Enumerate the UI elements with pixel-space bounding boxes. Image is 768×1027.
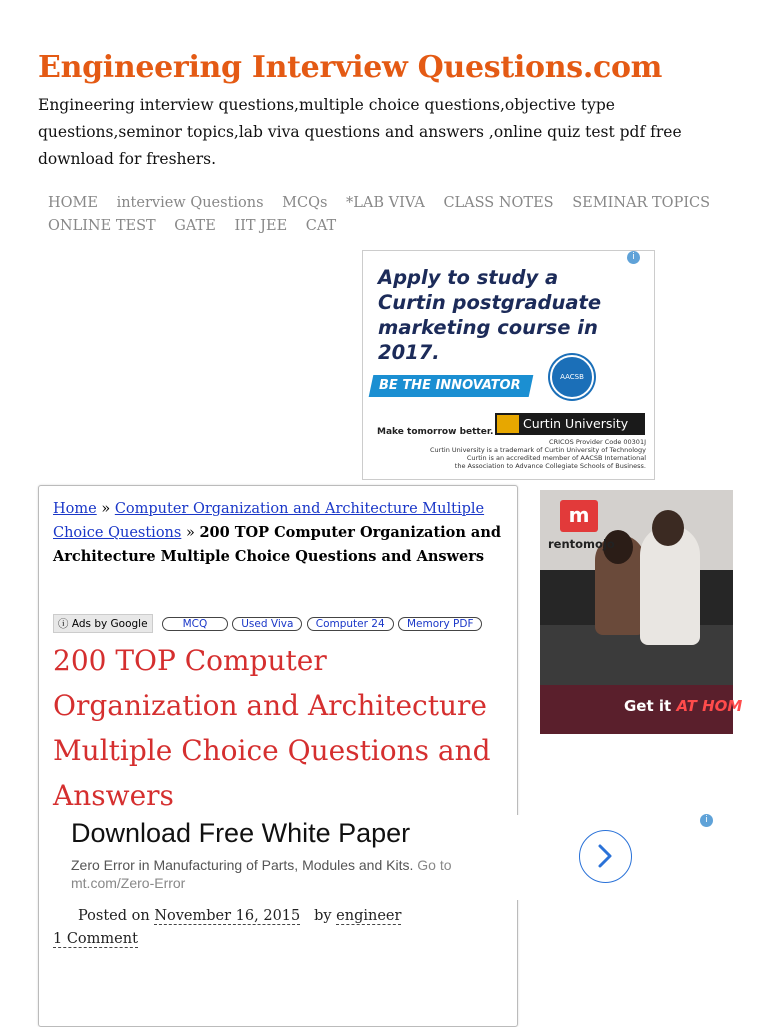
ad-info-icon[interactable]: i [627, 251, 640, 264]
ad-fine-print-line: Curtin is an accredited member of AACSB International [466, 454, 646, 462]
breadcrumb [53, 498, 503, 569]
comments-link[interactable]: 1 Comment [53, 931, 138, 947]
nav-item-mcqs[interactable]: MCQs [282, 195, 328, 211]
ad-cta[interactable] [624, 697, 742, 715]
nav-item-gate[interactable]: GATE [174, 218, 216, 234]
ad-cta-text: Get it [624, 697, 672, 715]
ad-headline: Apply to study a Curtin postgraduate marketing course in 2017. [378, 266, 602, 364]
ad-fine-print-line: CRICOS Provider Code 00301J [549, 438, 646, 446]
chevron-right-icon-svg [580, 831, 630, 881]
whitepaper-ad-cta[interactable]: Go to mt.com/Zero-Error [71, 857, 452, 891]
ad-link-computer-24[interactable]: Computer 24 [307, 617, 394, 631]
ad-fine-print [386, 438, 646, 470]
ads-by-google-text: Ads by Google [71, 618, 148, 630]
curtin-ad[interactable] [362, 250, 655, 480]
ad-links-bar [53, 614, 513, 633]
main-nav [48, 192, 728, 238]
by-label: by [314, 908, 332, 924]
ad-badge [369, 375, 534, 397]
aacsb-seal-icon: AACSB [550, 355, 594, 399]
rentomojo-logo-icon: m [560, 500, 598, 532]
ad-info-icon[interactable]: i [700, 814, 713, 827]
nav-item-seminar-topics[interactable]: SEMINAR TOPICS [572, 195, 711, 211]
curtin-logo: Curtin University [495, 413, 645, 435]
nav-item-class-notes[interactable]: CLASS NOTES [443, 195, 554, 211]
post-meta [53, 905, 453, 951]
ad-cta-emphasis: AT HOM [676, 697, 743, 715]
ad-link-memory-pdf[interactable]: Memory PDF [398, 617, 483, 631]
nav-item-cat[interactable]: CAT [305, 218, 337, 234]
rentomojo-ad[interactable] [540, 490, 743, 734]
site-title[interactable]: Engineering Interview Questions.com [38, 50, 663, 85]
post-date[interactable]: November 16, 2015 [154, 908, 301, 924]
site-description: Engineering interview questions,multiple choice questions,objective type questions,seminor topics,lab viva questions and answers ,online quiz test pdf free download for freshers. [38, 96, 682, 168]
nav-item-lab-viva[interactable]: *LAB VIVA [346, 195, 425, 211]
nav-item-iit-jee[interactable]: IIT JEE [234, 218, 288, 234]
breadcrumb-separator: » [96, 501, 115, 517]
breadcrumb-current: 200 TOP Computer Organization and Architecture Multiple Choice Questions and Answers [53, 524, 501, 565]
nav-item-interview-questions[interactable]: interview Questions [116, 195, 264, 211]
ad-badge-label: BE THE INNOVATOR [379, 378, 521, 393]
ad-link-mcq[interactable]: MCQ [162, 617, 228, 631]
posted-on-label: Posted on [78, 908, 150, 924]
breadcrumb-parent-link[interactable]: Computer Organization and Architecture Multiple Choice Questions [53, 501, 485, 541]
whitepaper-ad-text: Zero Error in Manufacturing of Parts, Modules and Kits. [71, 857, 414, 873]
whitepaper-ad-title[interactable]: Download Free White Paper [71, 818, 411, 848]
breadcrumb-separator: » [181, 525, 200, 541]
chevron-right-icon[interactable] [579, 830, 632, 883]
ad-fine-print-line: the Association to Advance Collegiate Schools of Business. [454, 462, 646, 470]
nav-item-online-test[interactable]: ONLINE TEST [48, 218, 156, 234]
ad-fine-print-line: Curtin University is a trademark of Curtin University of Technology [430, 446, 646, 454]
post-author[interactable]: engineer [336, 908, 402, 924]
ad-link-used-viva[interactable]: Used Viva [232, 617, 302, 631]
head-shape [652, 510, 684, 546]
ad-tagline: Make tomorrow better. [377, 427, 494, 437]
rentomojo-brand: rentomojo [548, 537, 615, 551]
whitepaper-ad-body [71, 856, 501, 892]
breadcrumb-home-link[interactable]: Home [53, 501, 97, 517]
ads-by-google-label[interactable]: ⓘ Ads by Google [53, 614, 153, 633]
nav-item-home[interactable]: HOME [48, 195, 98, 211]
post-title: 200 TOP Computer Organization and Architecture Multiple Choice Questions and Answers [53, 644, 491, 812]
